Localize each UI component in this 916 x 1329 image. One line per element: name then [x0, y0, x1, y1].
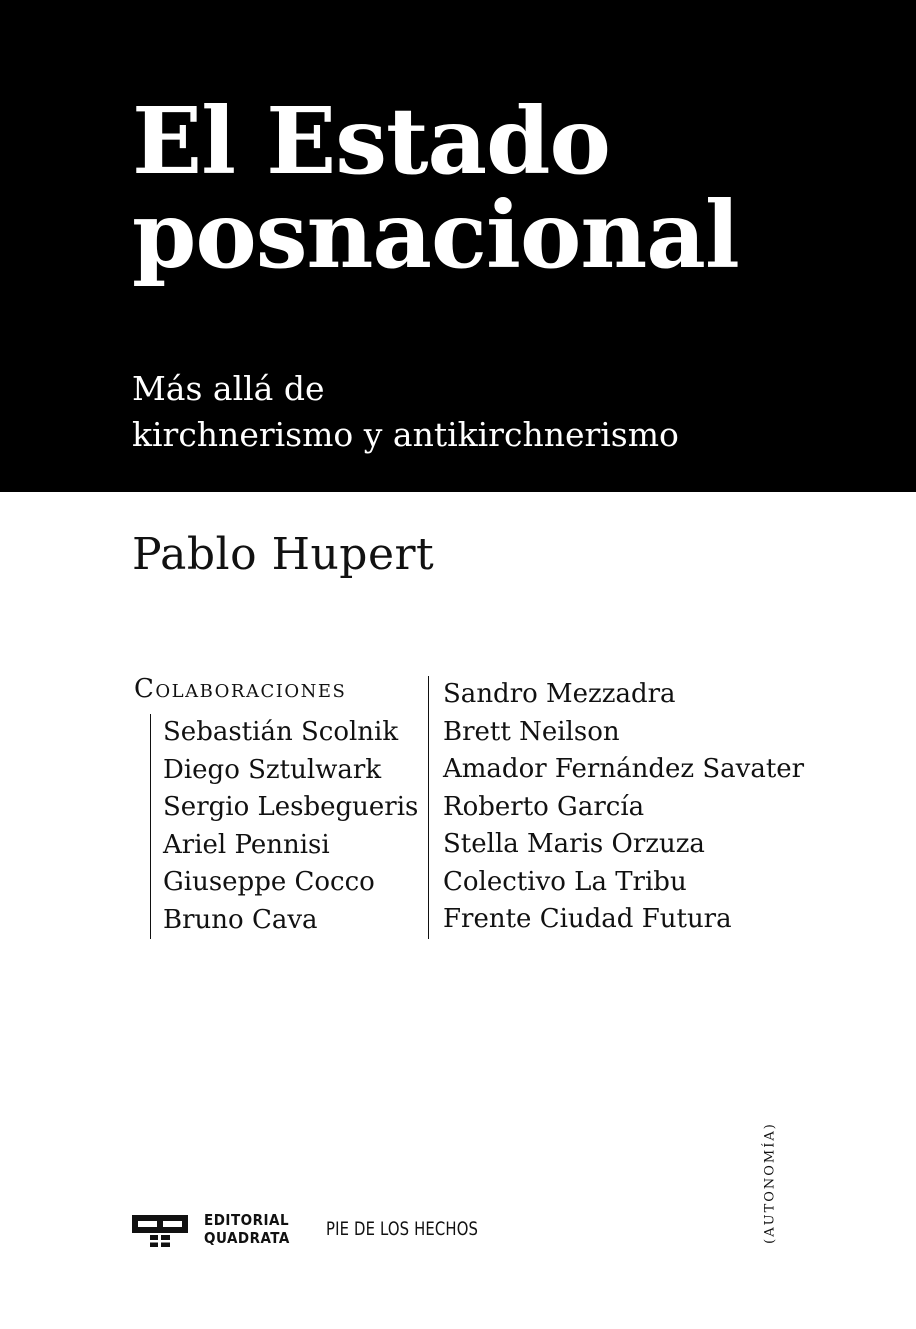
collaborator-name: Bruno Cava [163, 904, 318, 935]
collaborator-name: Ariel Pennisi [163, 829, 330, 860]
collaborator-name: Brett Neilson [443, 716, 620, 747]
title-line-2: posnacional [132, 181, 739, 289]
title-band [0, 0, 916, 492]
collaborators-left-column [150, 714, 418, 939]
collaborator-name: Sebastián Scolnik [163, 717, 399, 747]
collaborators-right-column [428, 676, 804, 939]
book-title [132, 87, 739, 289]
series-label [752, 1115, 788, 1251]
subtitle-line-2: kirchnerismo y antikirchnerismo [132, 415, 679, 454]
publisher-line-1: EDITORIAL [204, 1211, 290, 1229]
publisher-line-2: QUADRATA [204, 1229, 290, 1247]
quadrata-logo-icon [132, 1213, 188, 1253]
publisher-name [204, 1211, 290, 1247]
title-line-1: El Estado [132, 87, 610, 195]
collaborator-name: Diego Sztulwark [163, 754, 382, 785]
author-name: Pablo Hupert [132, 529, 435, 580]
collaborator-name: Amador Fernández Savater [443, 754, 805, 784]
collection-name: PIE DE LOS HECHOS [326, 1218, 479, 1240]
series-text: (AUTONOMÍA) [762, 1122, 778, 1244]
collaborator-name: Sandro Mezzadra [443, 679, 676, 709]
collaborator-name: Roberto García [443, 791, 645, 822]
book-subtitle [132, 366, 679, 458]
collaborator-name: Colectivo La Tribu [443, 866, 687, 897]
collaborator-name: Sergio Lesbegueris [163, 792, 419, 822]
collaborator-name: Stella Maris Orzuza [443, 829, 705, 859]
collaborator-name: Giuseppe Cocco [163, 867, 375, 897]
collaborations-heading: Colaboraciones [134, 674, 347, 704]
collaborator-name: Frente Ciudad Futura [443, 904, 732, 934]
subtitle-line-1: Más allá de [132, 369, 325, 408]
